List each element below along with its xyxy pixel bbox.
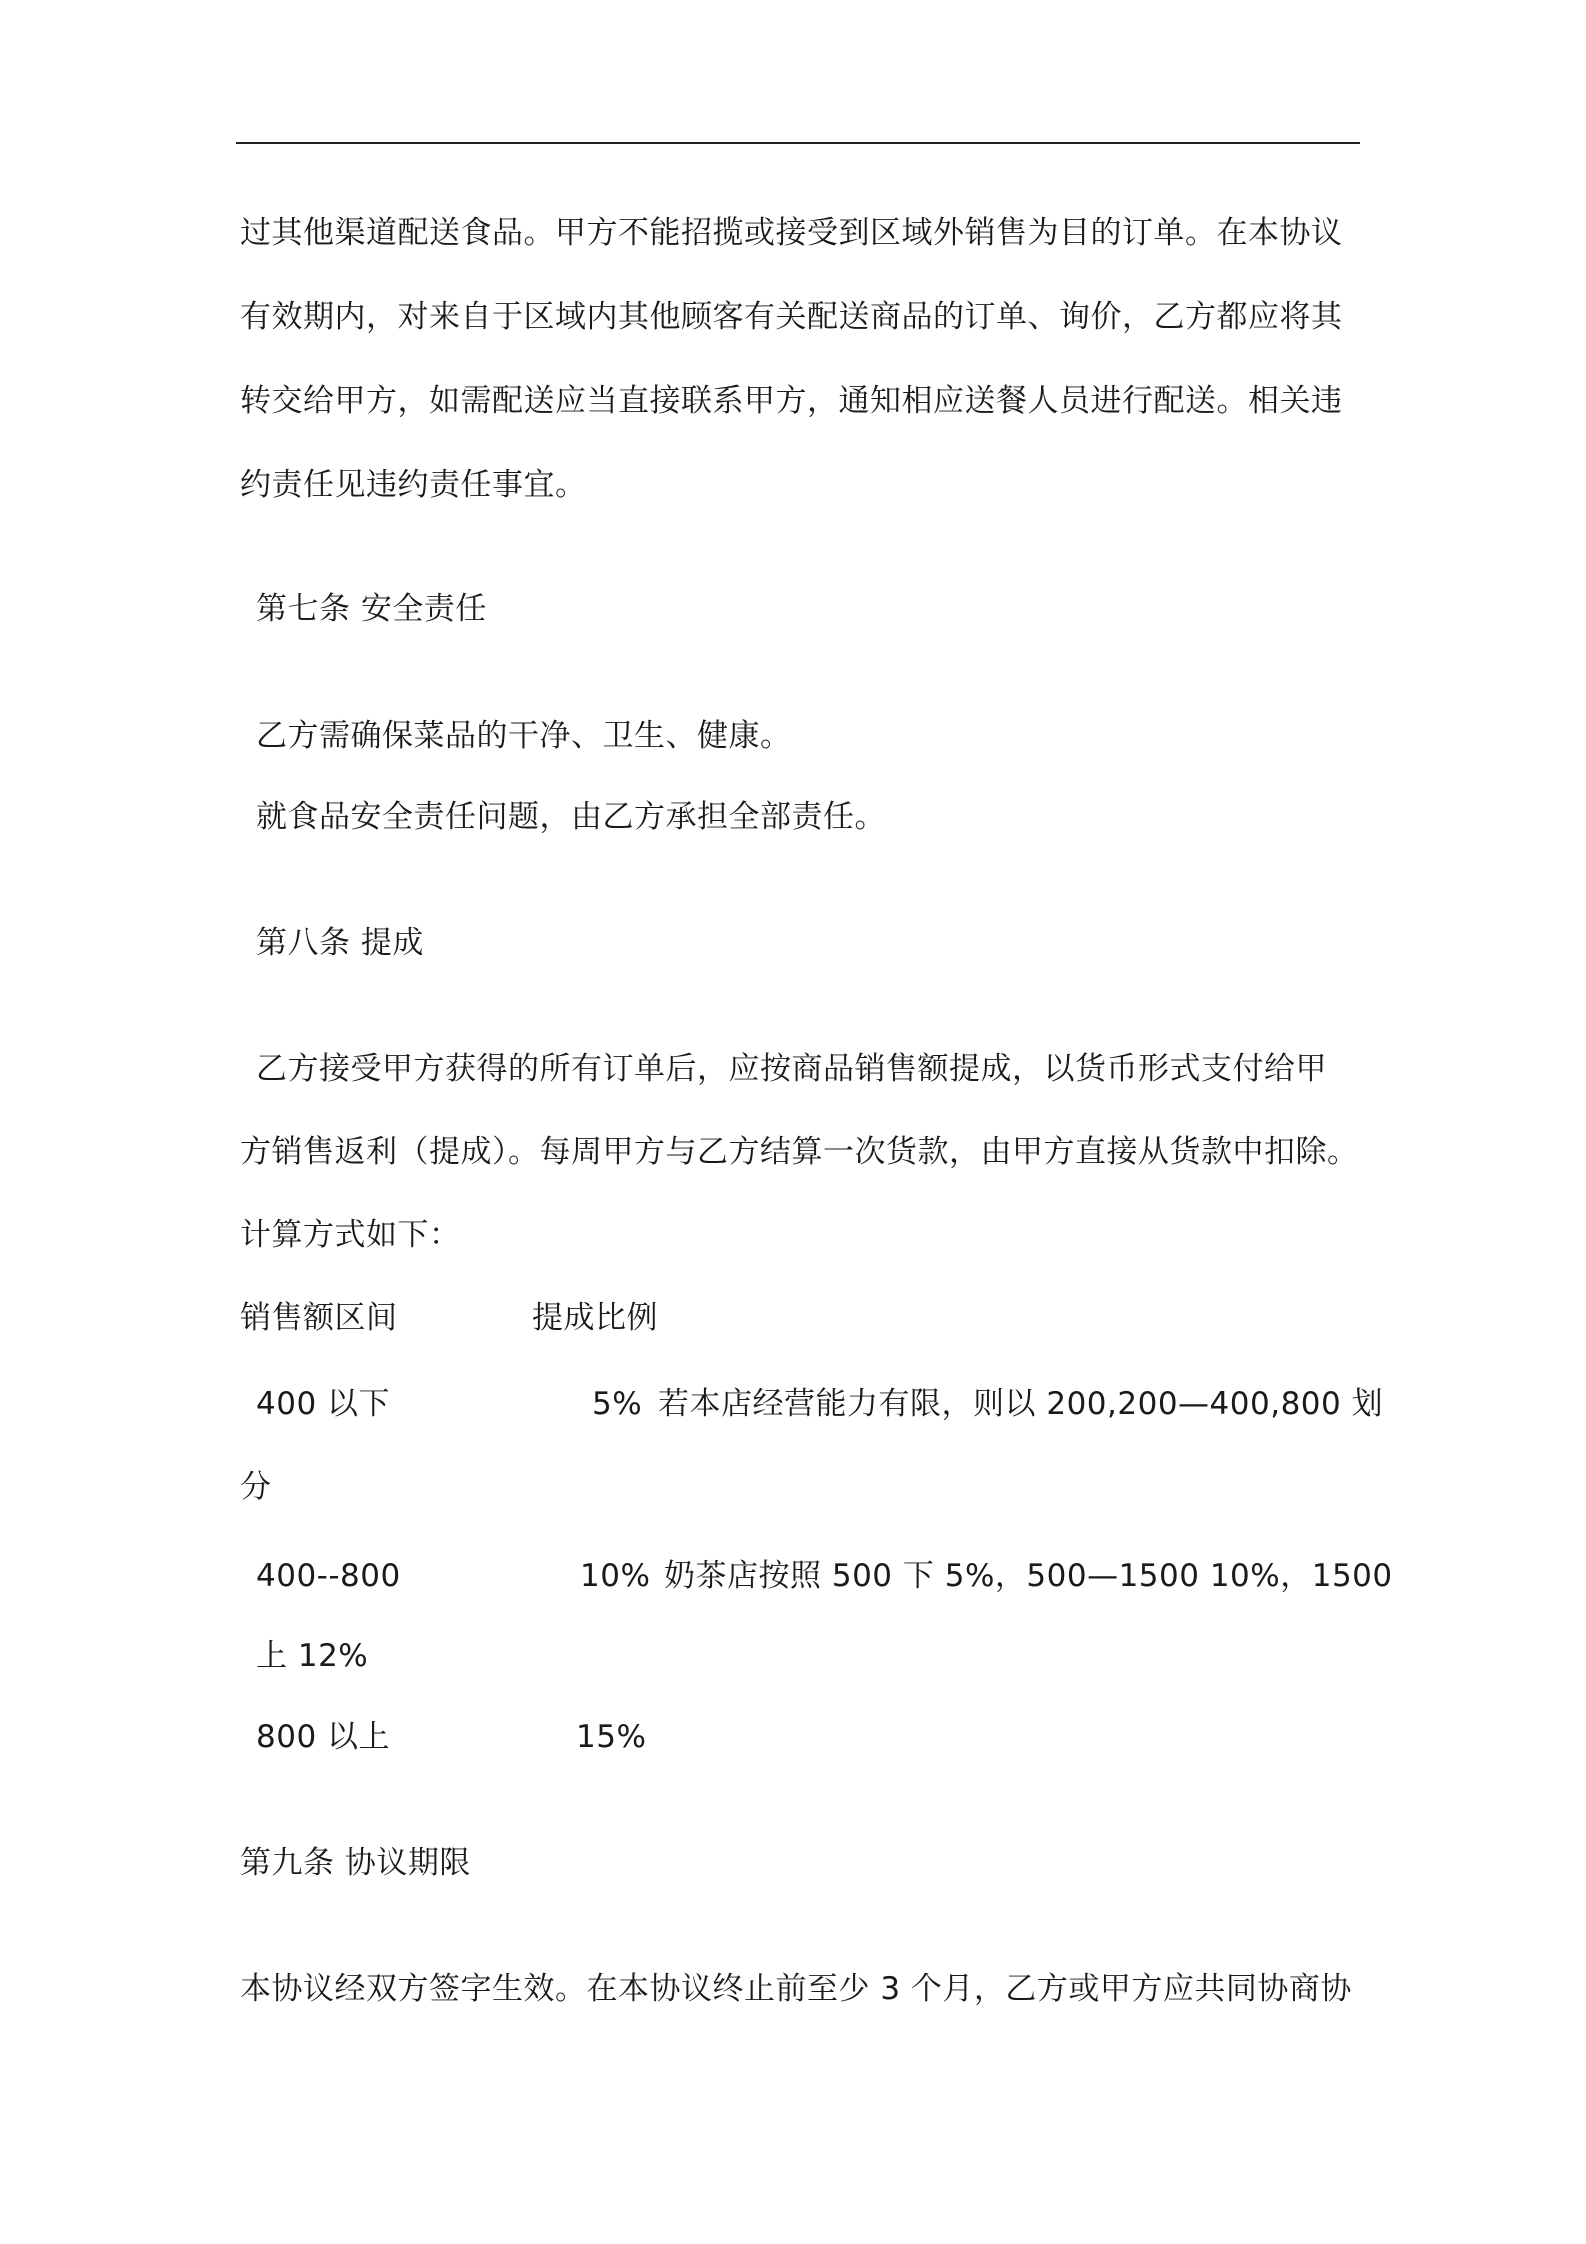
- table-row1-range: 400 以下: [256, 1386, 391, 1422]
- table-row3-range: 800 以上: [256, 1719, 391, 1755]
- table-row1-note-cont: 分: [240, 1469, 272, 1505]
- header-rule: [236, 142, 1360, 144]
- paragraph-line: 过其他渠道配送食品。甲方不能招揽或接受到区域外销售为目的订单。在本协议: [240, 215, 1343, 251]
- article8-line: 方销售返利（提成）。每周甲方与乙方结算一次货款，由甲方直接从货款中扣除。: [240, 1134, 1359, 1170]
- table-row2-note-cont: 上 12%: [256, 1638, 369, 1674]
- table-row3-rate: 15%: [576, 1719, 647, 1755]
- table-row2-rate: 10%: [580, 1558, 651, 1594]
- table-header-rate: 提成比例: [532, 1300, 658, 1336]
- article9-line: 本协议经双方签字生效。在本协议终止前至少 3 个月，乙方或甲方应共同协商协: [240, 1971, 1352, 2007]
- article7-heading: 第七条 安全责任: [256, 591, 487, 627]
- article8-line: 乙方接受甲方获得的所有订单后，应按商品销售额提成，以货币形式支付给甲: [256, 1051, 1327, 1087]
- table-row1-rate: 5%: [592, 1386, 643, 1422]
- article9-heading: 第九条 协议期限: [240, 1845, 471, 1881]
- table-row2-note: 奶茶店按照 500 下 5%，500—1500 10%，1500: [664, 1558, 1393, 1594]
- paragraph-line: 转交给甲方，如需配送应当直接联系甲方，通知相应送餐人员进行配送。相关违: [240, 383, 1343, 419]
- table-row1-note: 若本店经营能力有限，则以 200,200—400,800 划: [658, 1386, 1384, 1422]
- article8-line: 计算方式如下：: [240, 1217, 461, 1253]
- table-row2-range: 400--800: [256, 1558, 401, 1594]
- article7-line: 乙方需确保菜品的干净、卫生、健康。: [256, 718, 792, 754]
- paragraph-line: 有效期内，对来自于区域内其他顾客有关配送商品的订单、询价，乙方都应将其: [240, 299, 1343, 335]
- article8-heading: 第八条 提成: [256, 925, 424, 961]
- paragraph-line: 约责任见违约责任事宜。: [240, 467, 587, 503]
- table-header-range: 销售额区间: [240, 1300, 398, 1336]
- article7-line: 就食品安全责任问题，由乙方承担全部责任。: [256, 799, 886, 835]
